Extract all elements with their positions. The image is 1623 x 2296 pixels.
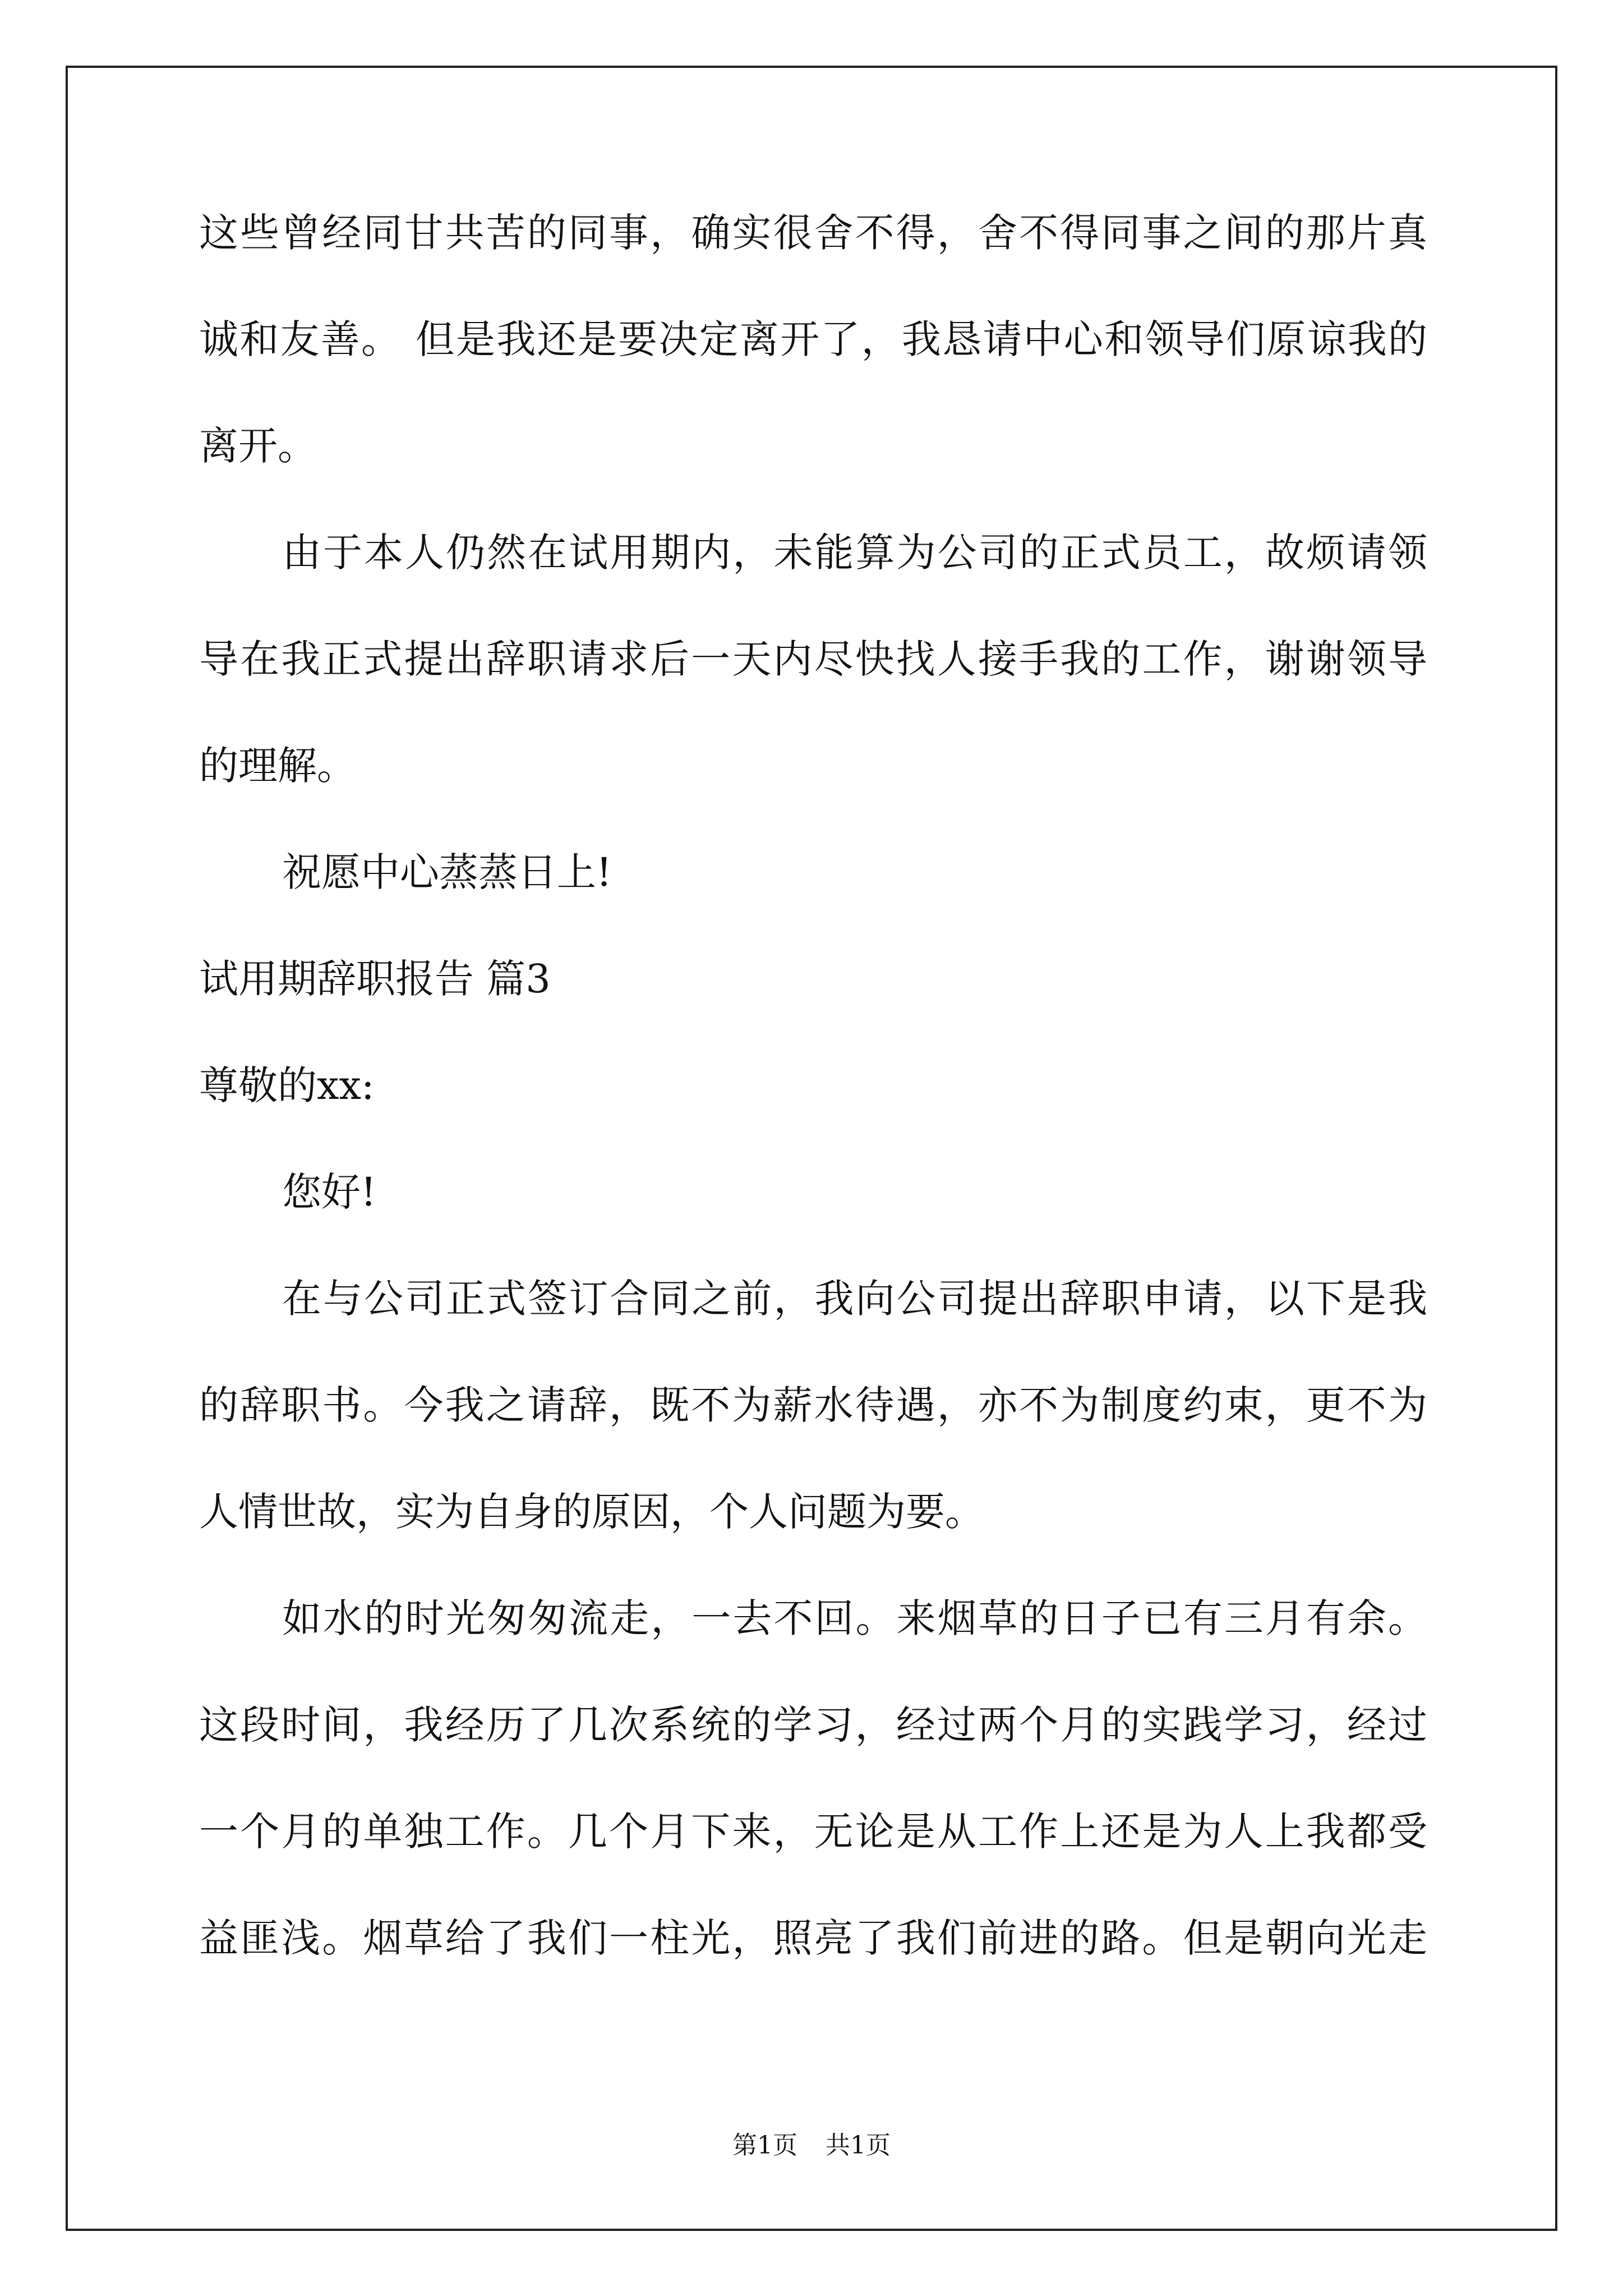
salutation: 尊敬的xx: <box>199 1062 375 1108</box>
text-line: 人情世故，实为自身的原因，个人问题为要。 <box>199 1489 984 1535</box>
section-heading: 试用期辞职报告 篇3 <box>199 956 551 1002</box>
text-line: 这些曾经同甘共苦的同事，确实很舍不得，舍不得同事之间的那片真 <box>199 210 1427 256</box>
text-line: 的理解。 <box>199 743 356 789</box>
text-line: 一个月的单独工作。几个月下来，无论是从工作上还是为人上我都受 <box>199 1809 1427 1855</box>
text-line: 的辞职书。今我之请辞，既不为薪水待遇，亦不为制度约束，更不为 <box>199 1382 1427 1428</box>
text-line: 诚和友善。 但是我还是要决定离开了，我恳请中心和领导们原谅我的 <box>199 316 1427 362</box>
page-border <box>66 66 1557 2231</box>
page-footer <box>0 2129 1623 2162</box>
text-line: 导在我正式提出辞职请求后一天内尽快找人接手我的工作，谢谢领导 <box>199 636 1427 682</box>
text-line: 益匪浅。烟草给了我们一柱光，照亮了我们前进的路。但是朝向光走 <box>199 1915 1427 1961</box>
page-number: 第1页 <box>732 2131 797 2160</box>
page-total: 共1页 <box>826 2131 891 2160</box>
text-line: 在与公司正式签订合同之前，我向公司提出辞职申请，以下是我 <box>282 1276 1427 1322</box>
text-line: 这段时间，我经历了几次系统的学习，经过两个月的实践学习，经过 <box>199 1702 1427 1748</box>
text-line: 如水的时光匆匆流走，一去不回。来烟草的日子已有三月有余。 <box>282 1595 1427 1641</box>
text-line: 由于本人仍然在试用期内，未能算为公司的正式员工，故烦请领 <box>282 530 1427 576</box>
text-line: 离开。 <box>199 423 317 469</box>
text-line: 祝愿中心蒸蒸日上! <box>282 849 612 895</box>
greeting: 您好! <box>282 1169 377 1215</box>
